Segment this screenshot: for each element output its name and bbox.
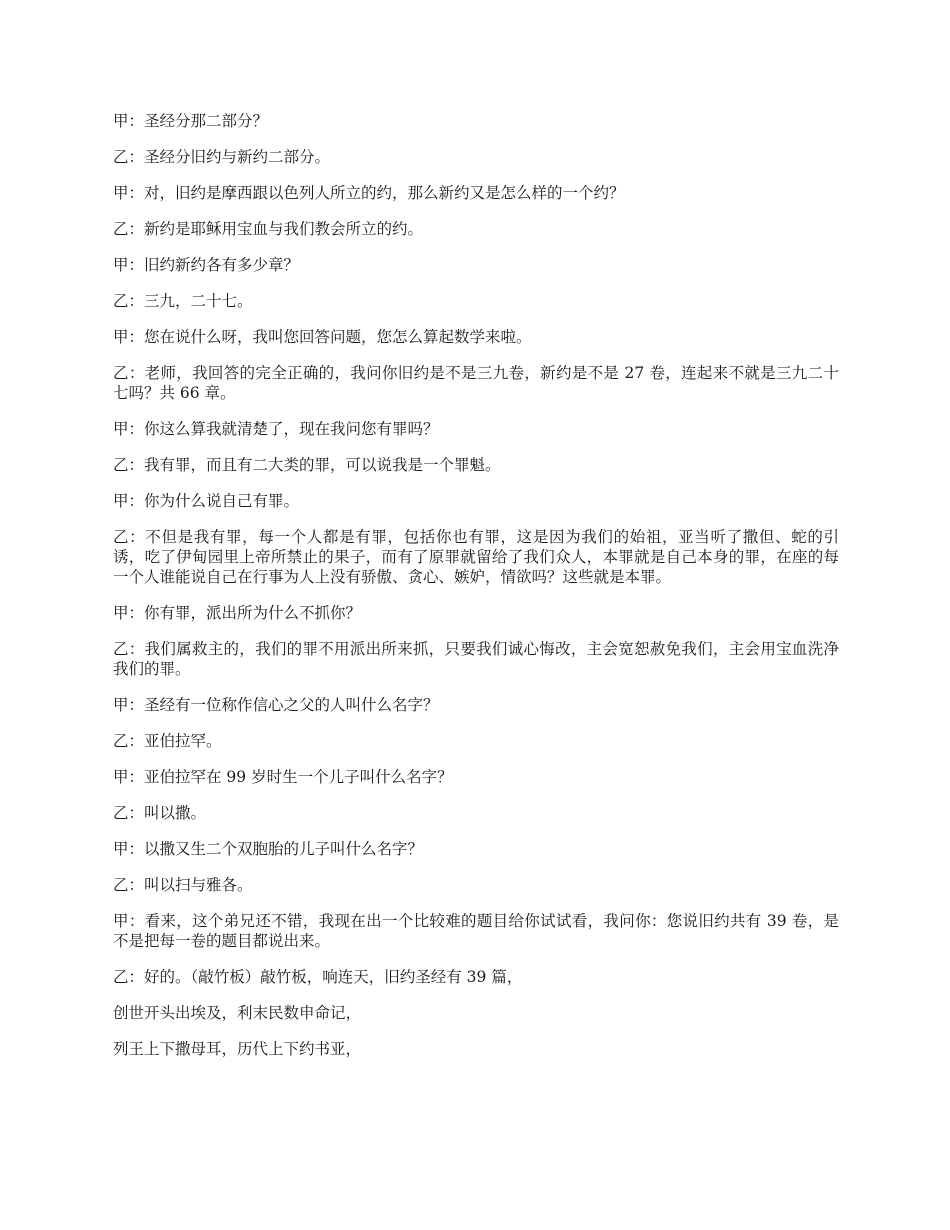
paragraph-22: 乙：好的。（敲竹板）敲竹板，响连天，旧约圣经有 39 篇， [113,968,523,986]
paragraph-1: 甲：圣经分那二部分？ [113,112,269,130]
paragraph-24: 列王上下撒母耳，历代上下约书亚， [113,1040,362,1058]
paragraph-2: 乙：圣经分旧约与新约二部分。 [113,148,331,166]
paragraph-20: 乙：叫以扫与雅各。 [113,876,253,894]
paragraph-9: 甲：你这么算我就清楚了，现在我问您有罪吗？ [113,420,439,438]
paragraph-13: 甲：你有罪，派出所为什么不抓你？ [113,604,362,622]
paragraph-14: 乙：我们属救主的，我们的罪不用派出所来抓，只要我们诚心悔改，主会宽恕赦免我们，主会用宝血洗净我们的罪。 [113,640,839,678]
paragraph-17: 甲：亚伯拉罕在 99 岁时生一个儿子叫什么名字？ [113,768,453,786]
paragraph-12: 乙：不但是我有罪，每一个人都是有罪，包括你也有罪，这是因为我们的始祖，亚当听了撒但、蛇的引诱，吃了伊甸园里上帝所禁止的果子，而有了原罪就留给了我们众人，本罪就是自己本身的罪，在座的每一个人谁能说自己在行事为人上没有骄傲、贪心、嫉妒，情欲吗？这些就是本罪。 [113,528,839,586]
paragraph-15: 甲：圣经有一位称作信心之父的人叫什么名字？ [113,696,439,714]
paragraph-19: 甲：以撒又生二个双胞胎的儿子叫什么名字？ [113,840,424,858]
paragraph-8: 乙：老师，我回答的完全正确的，我问你旧约是不是三九卷，新约是不是 27 卷，连起来不就是三九二十七吗？共 66 章。 [113,364,839,402]
paragraph-23: 创世开头出埃及，利末民数申命记， [113,1004,362,1022]
paragraph-3: 甲：对，旧约是摩西跟以色列人所立的约，那么新约又是怎么样的一个约？ [113,184,625,202]
paragraph-11: 甲：你为什么说自己有罪。 [113,492,300,510]
paragraph-7: 甲：您在说什么呀，我叫您回答问题，您怎么算起数学来啦。 [113,328,532,346]
paragraph-6: 乙：三九，二十七。 [113,292,253,310]
paragraph-21: 甲：看来，这个弟兄还不错，我现在出一个比较难的题目给你试试看，我问你：您说旧约共有 39 卷，是不是把每一卷的题目都说出来。 [113,912,839,950]
document-body [113,111,839,1075]
paragraph-4: 乙：新约是耶稣用宝血与我们教会所立的约。 [113,220,424,238]
paragraph-5: 甲：旧约新约各有多少章？ [113,256,300,274]
paragraph-16: 乙：亚伯拉罕。 [113,732,222,750]
paragraph-18: 乙：叫以撒。 [113,804,207,822]
paragraph-10: 乙：我有罪，而且有二大类的罪，可以说我是一个罪魁。 [113,456,501,474]
